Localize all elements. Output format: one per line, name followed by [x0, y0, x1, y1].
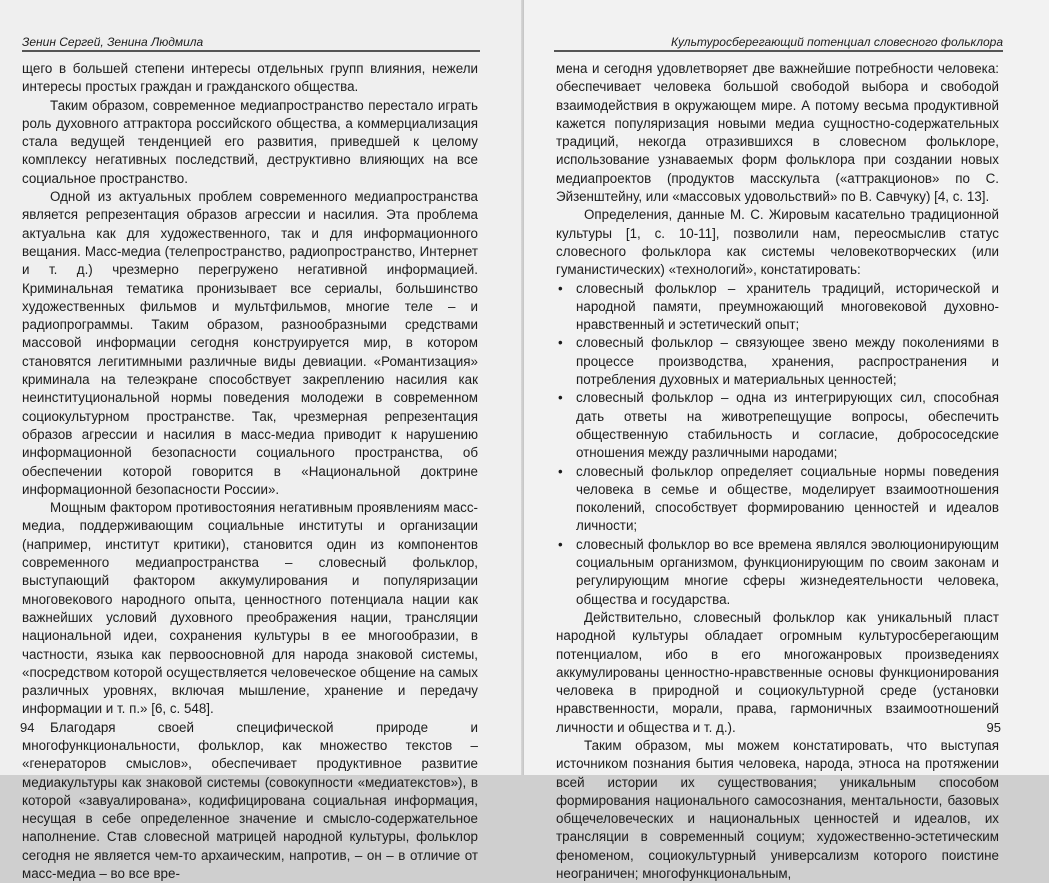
paragraph: Одной из актуальных проблем современного медиапространства является репрезентация образов агрессии и насилия. Эта проблема актуальна как для художественного, так и для информационного вещания. Масс-медиа (телепространство, радиопространство, Интернет и т. д.) чрезмерно перегружено негативной информацией. Криминальная тематика пронизывает все сериалы, большинство художественных фильмов и мультфильмов, многие теле – и радиопрограммы. Таким образом, разнообразными средствами массовой информации сегодня конструируется мир, в котором становятся легитимными различные виды девиации. «Романтизация» криминала на телеэкране способствует закреплению насилия как неинституциональной нормы поведения молодежи в современном социокультурном пространстве. Так, чрезмерная репрезентация образов агрессии и насилия в масс-медиа приводит к нарушению информационной безопасности социального пространства, об обеспечении которой говорится в «Национальной доктрине информационной безопасности России».: [22, 189, 478, 497]
paragraph: Определения, данные М. С. Жировым касательно традиционной культуры [1, с. 10-11], позволили нам, переосмыслив статус словесного фольклора как системы человекотворческих (или гуманистических) «технологий», констатировать:: [556, 207, 999, 278]
left-page-body: [22, 60, 478, 883]
list-item: • словесный фольклор – связующее звено между поколениями в процессе производства, хранения, распространения и потребления духовных и материальных ценностей;: [556, 334, 999, 389]
running-header-right: Культуросберегающий потенциал словесного фольклора: [554, 34, 1003, 52]
paragraph: Действительно, словесный фольклор как уникальный пласт народной культуры обладает огромным культуросберегающим потенциалом, ибо в его многожанровых произведениях аккумулированы ценностно-нравственные основы функционирования человека в природной и социокультурной среде (установки нравственности, морали, права, гармоничных взаимоотношений личности и общества и т. д.).: [556, 609, 999, 735]
paragraph: щего в большей степени интересы отдельных групп влияния, нежели интересы простых граждан и гражданского общества.: [22, 61, 478, 95]
paragraph: Благодаря своей специфической природе и многофункциональности, фольклор, как множество текстов – «генераторов смыслов», обеспечивает продуктивное развитие медиакультуры как знаковой системы (совокупности «медиатекстов»), в которой «завуалирована», кодифицирована социальная информация, несущая в себе определенное значение и смысло-содержательное наполнение. Став словесной матрицей народной культуры, фольклор сегодня не является чем-то архаическим, напротив, – он – в отличие от масс-медиа – во все вре-: [22, 719, 478, 882]
bullet-list: [556, 280, 999, 609]
list-item: • словесный фольклор – хранитель традиций, исторической и народной памяти, преумножающий многовековой духовно-нравственный и эстетический опыт;: [556, 280, 999, 335]
right-page: [524, 0, 1049, 882]
page-number-right: 95: [986, 720, 1001, 735]
paragraph: Мощным фактором противостояния негативным проявлениям масс-медиа, поддерживающим социальные институты и организации (например, институт критики), становится один из компонентов современного медиапространства – словесный фольклор, выступающий фактором аккумулирования и популяризации многовекового народного опыта, ценностного потенциала нации как важнейших условий духовного преображения нации, трансляции национальной идеи, сохранения культуры в ее многообразии, в частности, языка как первоосновной для народа знаковой системы, «посредством которой осуществляется человеческое общение на самых различных уровнях, включая мышление, хранение и передачу информации и т. п.» [6, с. 548].: [22, 500, 478, 717]
page-number-left: 94: [20, 720, 35, 735]
list-item: • словесный фольклор определяет социальные нормы поведения человека в семье и обществе, моделирует взаимоотношения поколений, способствует формированию ценностей и идеалов личности;: [556, 463, 999, 536]
left-page: [0, 0, 524, 882]
list-item: • словесный фольклор – одна из интегрирующих сил, способная дать ответы на животрепещущие вопросы, обеспечить общественную стабильность и согласие, добрососедские отношения между различными народами;: [556, 389, 999, 462]
running-header-left: Зенин Сергей, Зенина Людмила: [22, 34, 480, 52]
list-item: • словесный фольклор во все времена являлся эволюционирующим социальным организмом, функционирующим по своим законам и регулирующим многие сферы жизнедеятельности человека, общества и государства.: [556, 536, 999, 609]
right-page-body: [556, 60, 999, 883]
paragraph: мена и сегодня удовлетворяет две важнейшие потребности человека: обеспечивает человека большой свободой выбора и свободой взаимодействия в окружающем мире. А потому весьма продуктивной кажется популяризация новыми медиа сущностно-содержательных традиций, некогда отразившихся в словесном фольклоре, использование узнаваемых форм фольклора при создании новых медиапроектов (продуктов масскульта («аттракционов» по С. Эйзенштейну, или «массовых удовольствий» по В. Савчуку) [4, с. 13].: [556, 61, 999, 205]
paragraph: Таким образом, мы можем констатировать, что выступая источником познания бытия человека, народа, этноса на протяжении всей истории их существования; уникальным способом формирования национального самосознания, ментальности, базовых общечеловеческих и национальных ценностей и идеалов, их трансляции в современный социум; художественно-эстетическим феноменом, социокультурный универсализм которого поистине неограничен; многофункциональным,: [556, 737, 999, 882]
paragraph: Таким образом, современное медиапространство перестало играть роль духовного аттрактора российского общества, а коммерциализация стала ведущей тенденцией его развития, приведшей к целому комплексу негативных последствий, деструктивно влияющих на все социальное пространство.: [22, 97, 478, 186]
